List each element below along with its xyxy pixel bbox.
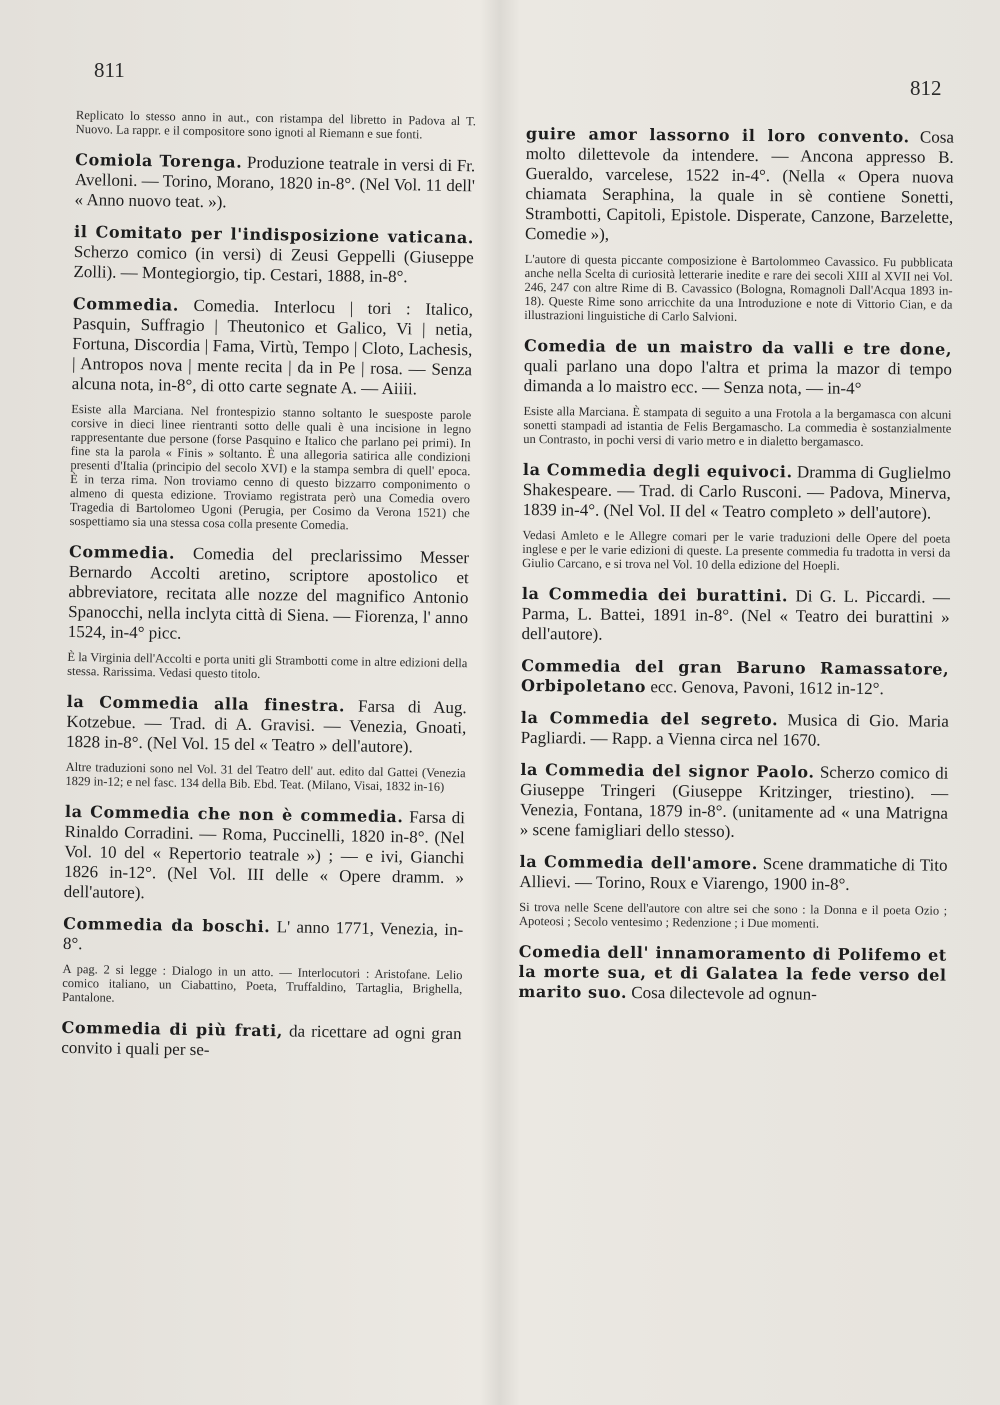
bibliographic-note: Esiste alla Marciana. Nel frontespizio stanno soltanto le suesposte parole corsive in dieci linee rientranti sotto delle quali è una incisione in legno rappresentante due persone (forse Pasquino e Italico che parlano pei primi). In fine sta la parola « Finis » soltanto. È una allegoria satirica alle condizioni presenti d'Italia (principio del secolo XVI) e la stampa sembra di quell' epoca. È in terza rima. Non troviamo cenno di questo bizzarro componimento o almeno di questa edizione. Troviamo registrata però una Comedia overo Tragedia di Bartolomeo Ugoni (Perugia, per Cosimo da Verona 1521) che sospettiamo sia una stessa cosa colla presente Comedia.	[69, 401, 472, 533]
entry-description: Scherzo comico di Giuseppe Tringeri (Giuseppe Kritzinger, triestino). — Venezia, Fontana, 1879 in-8°. (unitamente ad « una Matrigna » scene famigliari dello stesso).	[519, 762, 949, 841]
page-number-left: 811	[94, 58, 125, 82]
page-number-right: 812	[910, 76, 942, 100]
entry-headword: Commedia.	[72, 293, 180, 315]
entry-headword: Commedia di più frati,	[61, 1017, 284, 1041]
entry-headword: Commedia da boschi.	[63, 913, 271, 937]
entry-description: Scene drammatiche di Tito Allievi. — Torino, Roux e Viarengo, 1900 in-8°.	[519, 854, 948, 894]
entry-description: Comedia. Interlocu | tori : Italico, Pasquin, Suffragio | Theutonico et Galico, Vi | netia, Fortuna, Discordia | Fama, Virtù, Tempo | Cloto, Lachesis, | Antropos nova | mente recita | da in Pe | rosa. — Senza alcuna nota, in-8°, di otto carte segnate A. — Aiiii.	[71, 295, 474, 399]
entry-headword: guire amor lassorno il loro convento.	[525, 124, 910, 147]
catalog-entry	[519, 852, 947, 896]
right-column	[518, 124, 954, 1018]
bibliographic-note: Replicato lo stesso anno in aut., con ristampa del libretto in Padova al T. Nuovo. La rappr. e il compositore sono ignoti al Riemann e sue fonti.	[75, 108, 477, 142]
entry-description: Cosa dilectevole ad ognun-	[626, 982, 817, 1004]
catalog-entry	[525, 124, 954, 248]
bibliographic-note: È la Virginia dell'Accolti e porta uniti gli Strambotti come in altre edizioni della stessa. Rarissima. Vedasi questo titolo.	[67, 649, 468, 681]
bibliographic-note: A pag. 2 si legge : Dialogo in un atto. — Interlocutori : Aristofane. Lelio comico italiano, un Ciabattino, Poeta, Truffaldino, Tartaglia, Brighella, Pantalone.	[61, 961, 463, 1005]
entry-headword: Commedia del gran Baruno Ramassatore, Orbipoletano	[521, 655, 950, 697]
catalog-entry	[64, 802, 466, 908]
bibliographic-note: L'autore di questa piccante composizione è Bartolommeo Cavassico. Fu pubblicata anche nella Scelta di curiosità letterarie inedite e rare dei secoli XIII al XVII nei Vol. 246, 247 con altre Rime di B. Cavassico (Bologna, Romagnoli Dall'Acqua 1893 in-18). Queste Rime sono arricchite da una Introduzione e note di Vittorio Cian, e da illustrazioni linguistiche di Carlo Salvioni.	[524, 251, 953, 324]
catalog-entry	[521, 708, 949, 752]
entry-headword: la Commedia dei burattini.	[521, 583, 789, 606]
entry-headword: la Commedia dell'amore.	[519, 851, 758, 874]
catalog-entry	[72, 294, 474, 400]
entry-description: Di G. L. Piccardi. — Parma, L. Battei, 1891 in-8°. (Nel « Teatro dei burattini » dell'autore).	[521, 586, 950, 644]
entry-description: Scherzo comico (in versi) di Zeusi Geppelli (Giuseppe Zolli). — Montegiorgio, tip. Cestari, 1888, in-8°.	[73, 241, 474, 287]
catalog-entry	[521, 584, 950, 648]
catalog-entry	[68, 542, 470, 648]
entry-description: Dramma di Guglielmo Shakespeare. — Trad. di Carlo Rusconi. — Padova, Minerva, 1839 in-4°. (Nel Vol. II del « Teatro completo » dell'autore).	[522, 462, 952, 523]
entry-description: Farsa di Rinaldo Corradini. — Roma, Puccinelli, 1820 in-8°. (Nel Vol. 10 del « Repertorio teatrale ») ; — e ivi, Gianchi 1826 in-12°. (Nel Vol. III delle « Opere dramm. » dell'autore).	[63, 807, 466, 903]
bibliographic-note: Vedasi Amleto e le Allegre comari per le varie traduzioni delle Opere del poeta inglese e per le varie edizioni di queste. La presente commedia fu tradotta in versi da Giulio Carcano, e si trova nel Vol. 10 della edizione del Hoepli.	[522, 527, 951, 573]
catalog-entry	[66, 692, 467, 758]
catalog-entry	[63, 914, 464, 960]
catalog-entry	[523, 460, 952, 524]
entry-headword: il Comitato per l'indisposizione vaticana.	[73, 221, 475, 248]
entry-headword: Comedia dell' innamoramento di Polifemo et la morte sua, et di Galatea la fede verso del marito suo.	[518, 941, 947, 1002]
entry-headword: la Commedia del segreto.	[520, 707, 779, 730]
catalog-entry	[74, 150, 475, 216]
bibliographic-note: Altre traduzioni sono nel Vol. 31 del Teatro dell' aut. edito dal Gattei (Venezia 1829 in-12; e nel fasc. 134 della Bib. Ebd. Teat. (Milano, Visai, 1832 in-16)	[65, 759, 466, 794]
entry-description: da ricettare ad ogni gran convito i quali per se-	[61, 1021, 462, 1060]
entry-headword: la Commedia che non è commedia.	[64, 801, 404, 827]
entry-description: L' anno 1771, Venezia, in-8°.	[62, 917, 464, 954]
entry-headword: la Commedia del signor Paolo.	[520, 759, 815, 782]
left-column	[61, 108, 477, 1076]
entry-headword: la Commedia alla finestra.	[66, 691, 346, 716]
entry-headword: Commedia.	[68, 541, 176, 563]
bibliographic-note: Si trova nelle Scene dell'autore con altre sei che sono : la Donna e il poeta Ozio ; Apoteosi ; Secolo ventesimo ; Redenzione ; i Due momenti.	[518, 899, 948, 931]
bibliographic-note: Esiste alla Marciana. È stampata di seguito a una Frotola a la bergamasca con alcuni sonetti stampadi ad istantia de Felis Bergamascho. La commedia è sostanzialmente un Contrasto, in pochi versi di vario metro e in dialetto bergamasco.	[523, 403, 952, 449]
entry-description: Produzione teatrale in versi di Fr. Avelloni. — Torino, Morano, 1820 in-8°. (Nel Vol. 11 dell' « Anno nuovo teat. »).	[74, 152, 476, 212]
catalog-entry	[518, 942, 947, 1006]
entry-description: ecc. Genova, Pavoni, 1612 in-12°.	[646, 677, 884, 699]
entry-description: Comedia del preclarissimo Messer Bernardo Accolti aretino, scriptore apostolico et abbreviatore, recitata alle nozze del magnifico Antonio Spanocchi, nella inclyta città di Siena. — Fiorenza, l' anno 1524, in-4° picc.	[67, 543, 470, 643]
entry-description: Farsa di Aug. Kotzebue. — Trad. di A. Gravisi. — Venezia, Gnoati, 1828 in-8°. (Nel Vol. 15 del « Teatro » dell'autore).	[65, 696, 467, 757]
entry-description: quali parlano una dopo l'altra et prima la mazor di tempo dimanda a lo maistro ecc. — Senza nota, — in-4°	[523, 355, 952, 398]
entry-headword: la Commedia degli equivoci.	[522, 459, 793, 482]
catalog-entry	[524, 336, 953, 400]
entry-headword: Comiola Torenga.	[75, 149, 243, 172]
catalog-entry	[520, 760, 949, 844]
entry-headword: Comedia de un maistro da valli e tre done,	[523, 335, 953, 359]
catalog-entry	[73, 222, 474, 288]
entry-description: Cosa molto dilettevole da intendere. — Ancona appresso B. Gueraldo, varcelese, 1522 in-4°. (Nella « Opera nuova chiamata Seraphina, la quale in sè contiene Sonetti, Strambotti, Capitoli, Epistole. Disperate, Canzone, Barzelette, Comedie »),	[524, 127, 954, 244]
catalog-entry	[61, 1018, 462, 1064]
catalog-entry	[521, 656, 949, 700]
entry-description: Musica di Gio. Maria Pagliardi. — Rapp. a Vienna circa nel 1670.	[520, 710, 949, 750]
